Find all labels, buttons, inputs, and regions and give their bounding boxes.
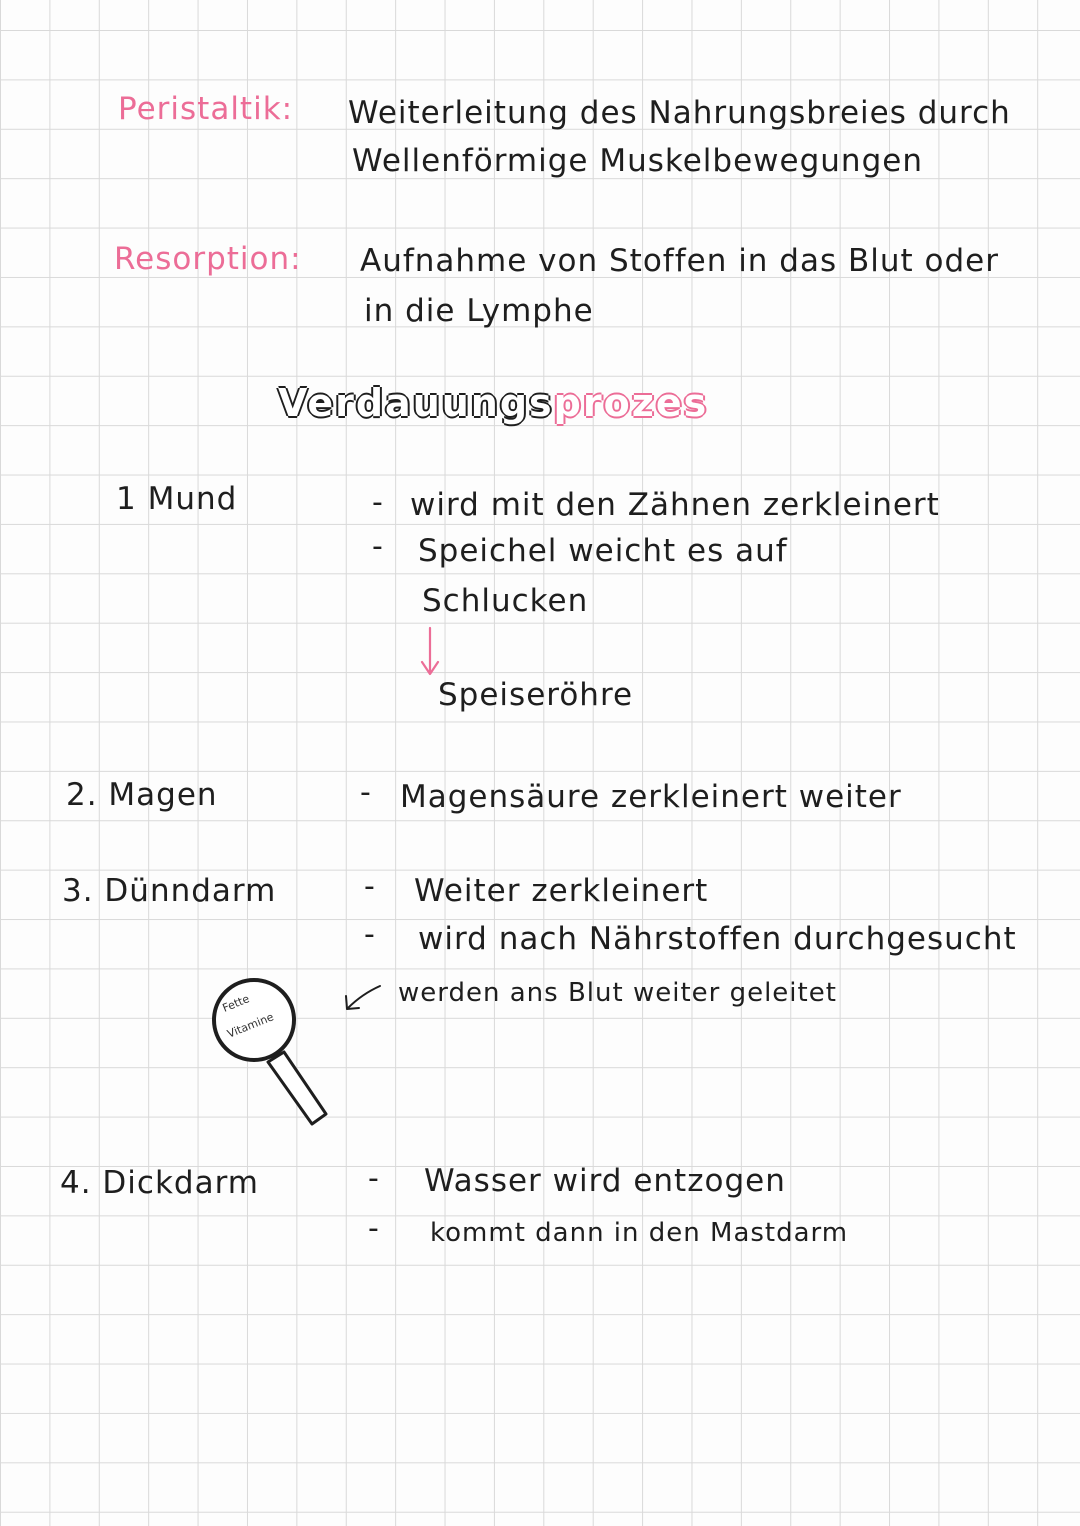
magnifier-text-fette: Fette	[220, 992, 252, 1015]
step-4-label: 4. Dickdarm	[60, 1165, 259, 1201]
step-3-bullet-1: Weiter zerkleinert	[414, 873, 709, 909]
step-4-bullet-2: kommt dann in den Mastdarm	[430, 1218, 849, 1248]
step-3-dash-2: -	[364, 917, 375, 952]
step-1-arrow-target: Speiseröhre	[438, 677, 634, 713]
step-1-dash-2: -	[372, 529, 383, 564]
down-arrow-icon	[418, 626, 442, 678]
step-1-bullet-2: Speichel weicht es auf	[418, 533, 788, 569]
title-part-2: prozes	[553, 381, 709, 425]
step-4-dash-1: -	[368, 1161, 379, 1196]
step-3-dash-1: -	[364, 869, 375, 904]
magnifier-text-vitamine: Vitamine	[225, 1010, 276, 1041]
page-title	[278, 381, 709, 425]
step-4-dash-2: -	[368, 1211, 379, 1246]
step-2-dash-1: -	[360, 775, 371, 810]
term-peristaltik: Peristaltik:	[118, 91, 294, 127]
term-resorption: Resorption:	[114, 241, 302, 277]
definition-peristaltik-line-1: Weiterleitung des Nahrungsbreies durch	[348, 95, 1011, 131]
step-1-bullet-1: wird mit den Zähnen zerkleinert	[410, 487, 940, 523]
definition-peristaltik-line-2: Wellenförmige Muskelbewegungen	[352, 143, 923, 179]
step-3-note: werden ans Blut weiter geleitet	[398, 978, 837, 1008]
curved-arrow-icon	[340, 980, 386, 1014]
step-1-extra: Schlucken	[422, 583, 589, 619]
step-2-label: 2. Magen	[66, 777, 218, 813]
step-1-label: 1 Mund	[116, 481, 238, 517]
definition-resorption-line-1: Aufnahme von Stoffen in das Blut oder	[360, 243, 999, 279]
step-2-bullet-1: Magensäure zerkleinert weiter	[400, 779, 902, 815]
step-1-dash-1: -	[372, 485, 383, 520]
title-part-1: Verdauungs	[278, 381, 554, 425]
step-4-bullet-1: Wasser wird entzogen	[424, 1163, 786, 1199]
step-3-bullet-2: wird nach Nährstoffen durchgesucht	[418, 921, 1017, 957]
definition-resorption-line-2: in die Lymphe	[364, 293, 594, 329]
step-3-label: 3. Dünndarm	[62, 873, 277, 909]
